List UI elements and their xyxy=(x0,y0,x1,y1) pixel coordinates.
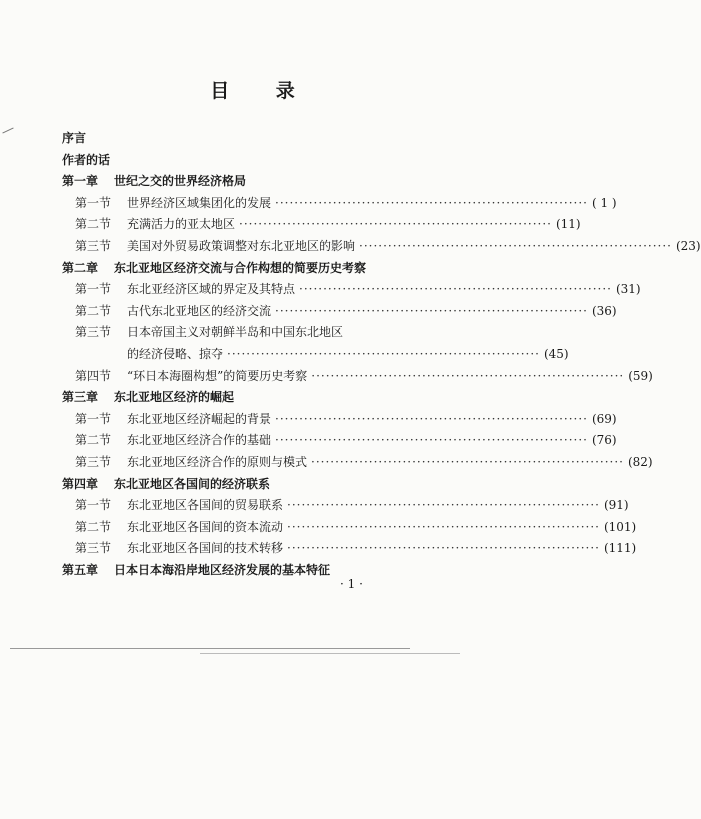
chapter-number: 第三章 xyxy=(62,390,99,405)
table-of-contents xyxy=(62,128,701,581)
section-title: 东北亚地区各国间的技术转移 xyxy=(127,541,284,556)
toc-section xyxy=(62,366,653,388)
chapter-title: 世纪之交的世界经济格局 xyxy=(114,174,247,189)
section-title: 东北亚地区经济合作的原则与模式 xyxy=(127,454,308,469)
toc-section xyxy=(62,495,629,517)
page-ref: (101) xyxy=(603,519,637,534)
page-ref: (36) xyxy=(591,303,617,318)
section-number: 第二节 xyxy=(75,303,112,318)
chapter-title: 东北亚地区经济交流与合作构想的简要历史考察 xyxy=(114,260,367,275)
leader-dots: ································································· xyxy=(287,541,600,556)
page-ref: (31) xyxy=(615,282,641,297)
section-number: 第三节 xyxy=(75,325,112,340)
page-ref: (59) xyxy=(628,368,653,383)
leader-dots: ································································· xyxy=(287,498,600,513)
page-ref: (45) xyxy=(543,346,569,361)
section-number: 第三节 xyxy=(75,238,112,253)
toc-section xyxy=(62,214,581,236)
chapter-number: 第二章 xyxy=(62,260,99,275)
page-ref: (11) xyxy=(555,217,581,232)
toc-section xyxy=(62,452,653,474)
page-ref: (76) xyxy=(591,433,617,448)
leader-dots: ································································· xyxy=(275,411,588,426)
toc-section xyxy=(62,301,617,323)
leader-dots: ································································· xyxy=(287,519,600,534)
section-number: 第一节 xyxy=(75,282,112,297)
toc-chapter xyxy=(62,387,397,409)
toc-section xyxy=(62,517,637,539)
chapter-title: 东北亚地区经济的崛起 xyxy=(114,390,235,405)
section-number: 第一节 xyxy=(75,498,112,513)
leader-dots: ································································· xyxy=(275,303,588,318)
scan-rule-line-2 xyxy=(200,653,460,654)
section-title: 美国对外贸易政策调整对东北亚地区的影响 xyxy=(127,238,356,253)
section-title: 充满活力的亚太地区 xyxy=(127,217,236,232)
section-title: 东北亚经济区域的界定及其特点 xyxy=(127,282,296,297)
page-title: 目 录 xyxy=(210,80,315,102)
leader-dots: ································································· xyxy=(311,454,624,469)
section-number: 第一节 xyxy=(75,411,112,426)
page-ref: (111) xyxy=(603,541,637,556)
chapter-title: 日本日本海沿岸地区经济发展的基本特征 xyxy=(114,562,331,577)
chapter-number: 第一章 xyxy=(62,174,99,189)
leader-dots: ································································· xyxy=(311,368,625,383)
section-number: 第二节 xyxy=(75,217,112,232)
section-title: 东北亚地区各国间的贸易联系 xyxy=(127,498,284,513)
leader-dots: ································································· xyxy=(299,282,612,297)
toc-section xyxy=(62,193,617,215)
toc-front-author-note: 作者的话 xyxy=(62,152,111,167)
toc-section xyxy=(62,409,617,431)
section-title: 日本帝国主义对朝鲜半岛和中国东北地区 xyxy=(127,325,344,340)
section-title: 东北亚地区各国间的资本流动 xyxy=(127,519,284,534)
page-ref: (69) xyxy=(591,411,617,426)
chapter-title: 东北亚地区各国间的经济联系 xyxy=(114,476,271,491)
page-ref: (91) xyxy=(603,498,629,513)
toc-chapter xyxy=(62,258,397,280)
toc-front-preface: 序言 xyxy=(62,131,87,145)
section-number: 第三节 xyxy=(75,454,112,469)
chapter-number: 第五章 xyxy=(62,562,99,577)
section-number: 第四节 xyxy=(75,368,112,383)
toc-section xyxy=(62,236,701,258)
toc-chapter xyxy=(62,474,397,496)
section-title: 东北亚地区经济合作的基础 xyxy=(127,433,272,448)
section-number: 第一节 xyxy=(75,195,112,210)
page-number: · 1 · xyxy=(340,577,363,591)
toc-section xyxy=(62,279,641,301)
section-number: 第二节 xyxy=(75,519,112,534)
section-number: 第二节 xyxy=(75,433,112,448)
section-title: 世界经济区域集团化的发展 xyxy=(127,195,272,210)
section-title: 东北亚地区经济崛起的背景 xyxy=(127,411,272,426)
section-title: 的经济侵略、掠夺 xyxy=(127,346,224,361)
toc-section xyxy=(62,322,397,344)
section-title: “环日本海圈构想”的简要历史考察 xyxy=(127,368,308,383)
leader-dots: ································································· xyxy=(359,238,672,253)
toc-section xyxy=(62,430,617,452)
section-number: 第三节 xyxy=(75,541,112,556)
page-ref: (23) xyxy=(675,238,701,253)
scan-mark xyxy=(2,128,13,134)
section-title: 古代东北亚地区的经济交流 xyxy=(127,303,272,318)
leader-dots: ································································· xyxy=(275,433,588,448)
scan-rule-line xyxy=(10,648,410,649)
chapter-number: 第四章 xyxy=(62,476,99,491)
toc-section-continued xyxy=(62,344,569,366)
toc-chapter xyxy=(62,171,397,193)
leader-dots: ································································· xyxy=(239,217,552,232)
leader-dots: ································································· xyxy=(275,195,588,210)
toc-section xyxy=(62,538,637,560)
page-ref: ( 1 ) xyxy=(591,195,617,210)
leader-dots: ································································· xyxy=(227,346,540,361)
page-ref: (82) xyxy=(627,454,653,469)
